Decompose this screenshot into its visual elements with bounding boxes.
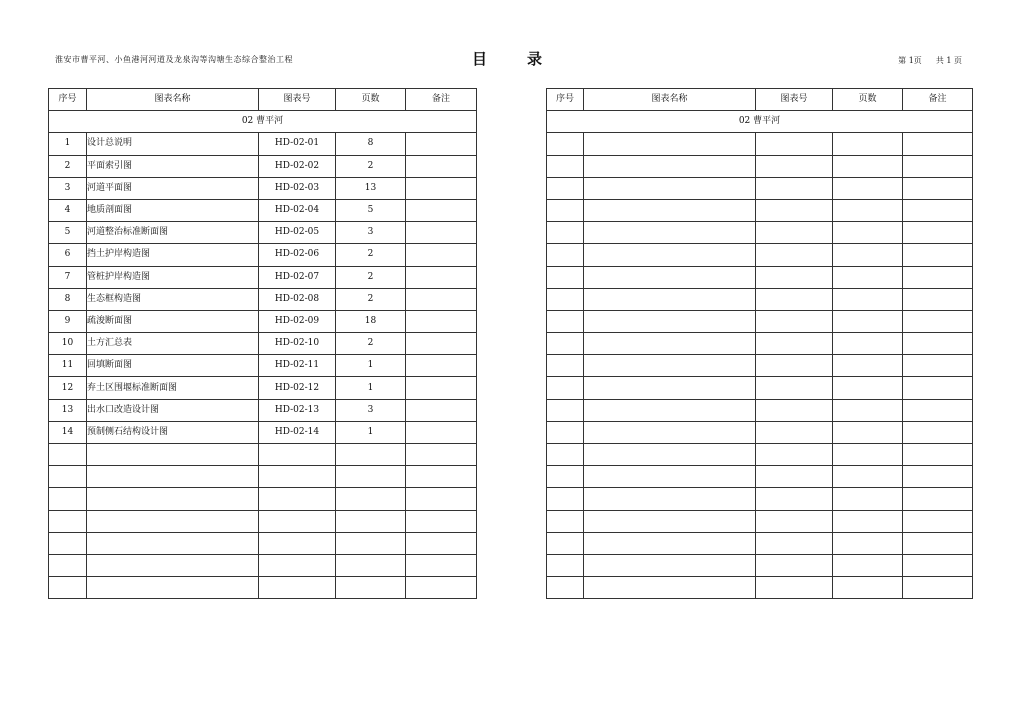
cell-pages: 2 bbox=[336, 333, 406, 355]
cell-number bbox=[547, 155, 584, 177]
cell-pages bbox=[833, 266, 903, 288]
cell-pages bbox=[833, 466, 903, 488]
cell-code bbox=[259, 444, 336, 466]
cell-note bbox=[903, 355, 973, 377]
cell-pages bbox=[833, 199, 903, 221]
cell-pages bbox=[833, 155, 903, 177]
cell-name: 管桩护岸构造图 bbox=[87, 266, 259, 288]
table-row bbox=[49, 532, 477, 554]
cell-note bbox=[903, 288, 973, 310]
table-row bbox=[49, 554, 477, 576]
cell-pages: 1 bbox=[336, 421, 406, 443]
cell-number bbox=[49, 466, 87, 488]
table-row bbox=[547, 310, 973, 332]
cell-pages bbox=[336, 444, 406, 466]
cell-code: HD-02-08 bbox=[259, 288, 336, 310]
cell-number bbox=[547, 266, 584, 288]
cell-name bbox=[87, 510, 259, 532]
table-row bbox=[547, 333, 973, 355]
cell-note bbox=[406, 133, 477, 155]
cell-number bbox=[547, 577, 584, 599]
cell-code: HD-02-01 bbox=[259, 133, 336, 155]
table-row bbox=[49, 421, 477, 443]
cell-number: 5 bbox=[49, 222, 87, 244]
cell-name bbox=[584, 532, 756, 554]
cell-name bbox=[584, 222, 756, 244]
cell-code bbox=[756, 288, 833, 310]
cell-code bbox=[259, 554, 336, 576]
table-row bbox=[547, 199, 973, 221]
cell-pages bbox=[336, 510, 406, 532]
cell-name bbox=[584, 510, 756, 532]
cell-note bbox=[903, 177, 973, 199]
catalog-table-right bbox=[546, 88, 973, 599]
cell-code: HD-02-11 bbox=[259, 355, 336, 377]
cell-code: HD-02-12 bbox=[259, 377, 336, 399]
project-title: 淮安市曹平河、小鱼港河河道及龙泉沟等沟塘生态综合整治工程 bbox=[55, 55, 293, 64]
cell-number bbox=[49, 554, 87, 576]
cell-pages bbox=[833, 355, 903, 377]
table-row bbox=[547, 444, 973, 466]
cell-number: 7 bbox=[49, 266, 87, 288]
cell-code: HD-02-07 bbox=[259, 266, 336, 288]
cell-pages: 13 bbox=[336, 177, 406, 199]
cell-name: 预制侧石结构设计图 bbox=[87, 421, 259, 443]
cell-note bbox=[406, 199, 477, 221]
cell-code bbox=[756, 199, 833, 221]
table-row bbox=[547, 155, 973, 177]
col-header-note: 备注 bbox=[903, 89, 973, 111]
cell-name: 地质剖面图 bbox=[87, 199, 259, 221]
section-title: 02 曹平河 bbox=[547, 111, 973, 133]
cell-number bbox=[547, 199, 584, 221]
table-row bbox=[49, 333, 477, 355]
cell-note bbox=[903, 222, 973, 244]
cell-name bbox=[584, 488, 756, 510]
table-row bbox=[547, 355, 973, 377]
col-header-pages: 页数 bbox=[336, 89, 406, 111]
cell-note bbox=[903, 554, 973, 576]
cell-code bbox=[259, 532, 336, 554]
cell-number: 6 bbox=[49, 244, 87, 266]
table-row bbox=[49, 466, 477, 488]
cell-name bbox=[584, 466, 756, 488]
table-header-row bbox=[547, 89, 973, 111]
cell-name bbox=[584, 177, 756, 199]
cell-number bbox=[49, 488, 87, 510]
cell-code bbox=[756, 177, 833, 199]
table-row bbox=[547, 288, 973, 310]
cell-number: 12 bbox=[49, 377, 87, 399]
cell-number bbox=[547, 421, 584, 443]
cell-name bbox=[87, 577, 259, 599]
table-row bbox=[547, 399, 973, 421]
table-row bbox=[547, 421, 973, 443]
cell-note bbox=[903, 333, 973, 355]
cell-name: 挡土护岸构造图 bbox=[87, 244, 259, 266]
table-row bbox=[547, 510, 973, 532]
cell-code bbox=[756, 421, 833, 443]
cell-number: 14 bbox=[49, 421, 87, 443]
cell-name bbox=[584, 288, 756, 310]
cell-number bbox=[547, 244, 584, 266]
cell-code: HD-02-03 bbox=[259, 177, 336, 199]
table-row bbox=[49, 377, 477, 399]
cell-note bbox=[406, 577, 477, 599]
table-row bbox=[49, 510, 477, 532]
cell-note bbox=[903, 444, 973, 466]
page-count bbox=[898, 55, 962, 66]
cell-name bbox=[584, 310, 756, 332]
col-header-no: 序号 bbox=[547, 89, 584, 111]
cell-name bbox=[584, 444, 756, 466]
cell-code bbox=[756, 155, 833, 177]
cell-note bbox=[406, 444, 477, 466]
cell-code bbox=[259, 577, 336, 599]
table-row bbox=[547, 554, 973, 576]
cell-note bbox=[406, 554, 477, 576]
cell-number bbox=[547, 355, 584, 377]
cell-note bbox=[903, 577, 973, 599]
cell-pages bbox=[833, 577, 903, 599]
cell-code bbox=[756, 510, 833, 532]
table-row bbox=[49, 266, 477, 288]
cell-note bbox=[406, 310, 477, 332]
cell-note bbox=[406, 244, 477, 266]
cell-note bbox=[406, 155, 477, 177]
cell-note bbox=[406, 510, 477, 532]
cell-number: 13 bbox=[49, 399, 87, 421]
cell-code: HD-02-14 bbox=[259, 421, 336, 443]
col-header-code: 图表号 bbox=[259, 89, 336, 111]
cell-name bbox=[584, 399, 756, 421]
col-header-pages: 页数 bbox=[833, 89, 903, 111]
cell-note bbox=[406, 288, 477, 310]
total-pages: 共 1 页 bbox=[935, 56, 962, 65]
cell-number bbox=[49, 510, 87, 532]
cell-note bbox=[406, 399, 477, 421]
section-title: 02 曹平河 bbox=[49, 111, 477, 133]
cell-number bbox=[49, 577, 87, 599]
table-row bbox=[49, 244, 477, 266]
cell-pages bbox=[833, 554, 903, 576]
cell-pages bbox=[336, 554, 406, 576]
cell-number bbox=[547, 222, 584, 244]
cell-name bbox=[584, 133, 756, 155]
cell-number bbox=[547, 177, 584, 199]
cell-number bbox=[49, 444, 87, 466]
cell-pages: 2 bbox=[336, 155, 406, 177]
cell-number bbox=[547, 333, 584, 355]
cell-pages: 1 bbox=[336, 355, 406, 377]
cell-pages bbox=[833, 532, 903, 554]
cell-number bbox=[547, 488, 584, 510]
table-row bbox=[547, 266, 973, 288]
cell-code bbox=[756, 377, 833, 399]
cell-name bbox=[87, 466, 259, 488]
cell-number bbox=[547, 377, 584, 399]
cell-pages: 1 bbox=[336, 377, 406, 399]
cell-code: HD-02-06 bbox=[259, 244, 336, 266]
table-row bbox=[49, 222, 477, 244]
cell-note bbox=[903, 421, 973, 443]
cell-note bbox=[406, 177, 477, 199]
cell-name bbox=[87, 444, 259, 466]
cell-pages: 3 bbox=[336, 399, 406, 421]
cell-name: 平面索引图 bbox=[87, 155, 259, 177]
page-title bbox=[472, 48, 542, 69]
cell-note bbox=[903, 155, 973, 177]
cell-name bbox=[87, 554, 259, 576]
cell-number bbox=[547, 510, 584, 532]
col-header-no: 序号 bbox=[49, 89, 87, 111]
table-row bbox=[49, 399, 477, 421]
table-row bbox=[49, 155, 477, 177]
cell-name: 设计总说明 bbox=[87, 133, 259, 155]
cell-note bbox=[903, 244, 973, 266]
cell-note bbox=[903, 377, 973, 399]
table-row bbox=[49, 488, 477, 510]
cell-name bbox=[584, 333, 756, 355]
cell-note bbox=[406, 488, 477, 510]
cell-number: 10 bbox=[49, 333, 87, 355]
title-char-2: 录 bbox=[527, 50, 543, 68]
cell-number bbox=[547, 310, 584, 332]
cell-pages bbox=[833, 177, 903, 199]
title-char-1: 目 bbox=[472, 50, 488, 68]
cell-number: 11 bbox=[49, 355, 87, 377]
cell-name bbox=[584, 355, 756, 377]
table-row bbox=[547, 466, 973, 488]
col-header-name: 图表名称 bbox=[87, 89, 259, 111]
cell-note bbox=[903, 488, 973, 510]
cell-note bbox=[406, 532, 477, 554]
cell-note bbox=[903, 510, 973, 532]
cell-name bbox=[87, 488, 259, 510]
table-header-row bbox=[49, 89, 477, 111]
table-row bbox=[547, 377, 973, 399]
cell-code bbox=[756, 488, 833, 510]
cell-note bbox=[903, 532, 973, 554]
cell-number bbox=[547, 288, 584, 310]
cell-number bbox=[547, 444, 584, 466]
cell-name bbox=[584, 377, 756, 399]
table-row bbox=[547, 577, 973, 599]
cell-note bbox=[903, 310, 973, 332]
col-header-name: 图表名称 bbox=[584, 89, 756, 111]
cell-pages bbox=[833, 310, 903, 332]
table-row bbox=[547, 222, 973, 244]
cell-name bbox=[584, 155, 756, 177]
cell-code bbox=[756, 310, 833, 332]
cell-code bbox=[756, 355, 833, 377]
cell-name: 回填断面图 bbox=[87, 355, 259, 377]
cell-code: HD-02-02 bbox=[259, 155, 336, 177]
cell-pages bbox=[833, 444, 903, 466]
table-row bbox=[547, 133, 973, 155]
cell-pages bbox=[833, 488, 903, 510]
cell-note bbox=[903, 399, 973, 421]
table-row bbox=[49, 310, 477, 332]
col-header-note: 备注 bbox=[406, 89, 477, 111]
cell-number bbox=[547, 466, 584, 488]
table-row bbox=[49, 177, 477, 199]
cell-code bbox=[756, 577, 833, 599]
cell-code bbox=[756, 333, 833, 355]
cell-number bbox=[547, 399, 584, 421]
table-row bbox=[49, 355, 477, 377]
cell-pages: 2 bbox=[336, 244, 406, 266]
cell-pages bbox=[833, 377, 903, 399]
cell-code bbox=[756, 399, 833, 421]
table-row bbox=[547, 177, 973, 199]
cell-name: 土方汇总表 bbox=[87, 333, 259, 355]
cell-number: 8 bbox=[49, 288, 87, 310]
cell-number bbox=[547, 532, 584, 554]
cell-pages: 2 bbox=[336, 288, 406, 310]
cell-number bbox=[49, 532, 87, 554]
cell-note bbox=[406, 222, 477, 244]
cell-code: HD-02-09 bbox=[259, 310, 336, 332]
cell-pages: 18 bbox=[336, 310, 406, 332]
cell-code bbox=[756, 266, 833, 288]
table-row bbox=[49, 133, 477, 155]
table-row bbox=[547, 488, 973, 510]
cell-pages bbox=[336, 488, 406, 510]
cell-note bbox=[406, 421, 477, 443]
cell-code: HD-02-05 bbox=[259, 222, 336, 244]
cell-pages bbox=[833, 133, 903, 155]
cell-name bbox=[87, 532, 259, 554]
cell-code: HD-02-10 bbox=[259, 333, 336, 355]
cell-code bbox=[259, 466, 336, 488]
table-row bbox=[49, 199, 477, 221]
cell-code bbox=[756, 444, 833, 466]
cell-code bbox=[756, 532, 833, 554]
cell-name bbox=[584, 266, 756, 288]
page-number: 第 1页 bbox=[898, 56, 922, 65]
cell-note bbox=[406, 333, 477, 355]
cell-pages bbox=[336, 532, 406, 554]
table-row bbox=[547, 532, 973, 554]
cell-number: 3 bbox=[49, 177, 87, 199]
table-row bbox=[49, 444, 477, 466]
cell-number: 9 bbox=[49, 310, 87, 332]
cell-code bbox=[259, 510, 336, 532]
cell-name: 疏浚断面图 bbox=[87, 310, 259, 332]
cell-pages: 5 bbox=[336, 199, 406, 221]
cell-pages bbox=[833, 333, 903, 355]
section-row bbox=[49, 111, 477, 133]
cell-pages bbox=[833, 510, 903, 532]
cell-pages: 3 bbox=[336, 222, 406, 244]
cell-code: HD-02-13 bbox=[259, 399, 336, 421]
table-row bbox=[547, 244, 973, 266]
cell-pages bbox=[336, 577, 406, 599]
cell-name bbox=[584, 199, 756, 221]
cell-pages bbox=[833, 399, 903, 421]
cell-name bbox=[584, 421, 756, 443]
cell-note bbox=[406, 466, 477, 488]
cell-pages bbox=[336, 466, 406, 488]
table-row bbox=[49, 288, 477, 310]
cell-pages bbox=[833, 244, 903, 266]
cell-number: 2 bbox=[49, 155, 87, 177]
cell-note bbox=[903, 466, 973, 488]
cell-note bbox=[406, 377, 477, 399]
cell-code bbox=[756, 222, 833, 244]
cell-pages bbox=[833, 222, 903, 244]
table-row bbox=[49, 577, 477, 599]
cell-name bbox=[584, 554, 756, 576]
catalog-table-left bbox=[48, 88, 477, 599]
cell-code bbox=[756, 466, 833, 488]
cell-code bbox=[756, 244, 833, 266]
cell-name: 河道整治标准断面图 bbox=[87, 222, 259, 244]
cell-pages: 2 bbox=[336, 266, 406, 288]
cell-pages bbox=[833, 288, 903, 310]
cell-note bbox=[406, 266, 477, 288]
cell-pages: 8 bbox=[336, 133, 406, 155]
cell-note bbox=[406, 355, 477, 377]
cell-number bbox=[547, 133, 584, 155]
cell-number: 1 bbox=[49, 133, 87, 155]
cell-name bbox=[584, 244, 756, 266]
cell-name: 弃土区围堰标准断面图 bbox=[87, 377, 259, 399]
cell-note bbox=[903, 133, 973, 155]
cell-number: 4 bbox=[49, 199, 87, 221]
cell-pages bbox=[833, 421, 903, 443]
cell-note bbox=[903, 199, 973, 221]
cell-number bbox=[547, 554, 584, 576]
cell-code bbox=[259, 488, 336, 510]
cell-name: 出水口改造设计图 bbox=[87, 399, 259, 421]
section-row bbox=[547, 111, 973, 133]
cell-name: 河道平面图 bbox=[87, 177, 259, 199]
cell-note bbox=[903, 266, 973, 288]
cell-code: HD-02-04 bbox=[259, 199, 336, 221]
cell-name: 生态框构造图 bbox=[87, 288, 259, 310]
cell-name bbox=[584, 577, 756, 599]
col-header-code: 图表号 bbox=[756, 89, 833, 111]
cell-code bbox=[756, 133, 833, 155]
cell-code bbox=[756, 554, 833, 576]
